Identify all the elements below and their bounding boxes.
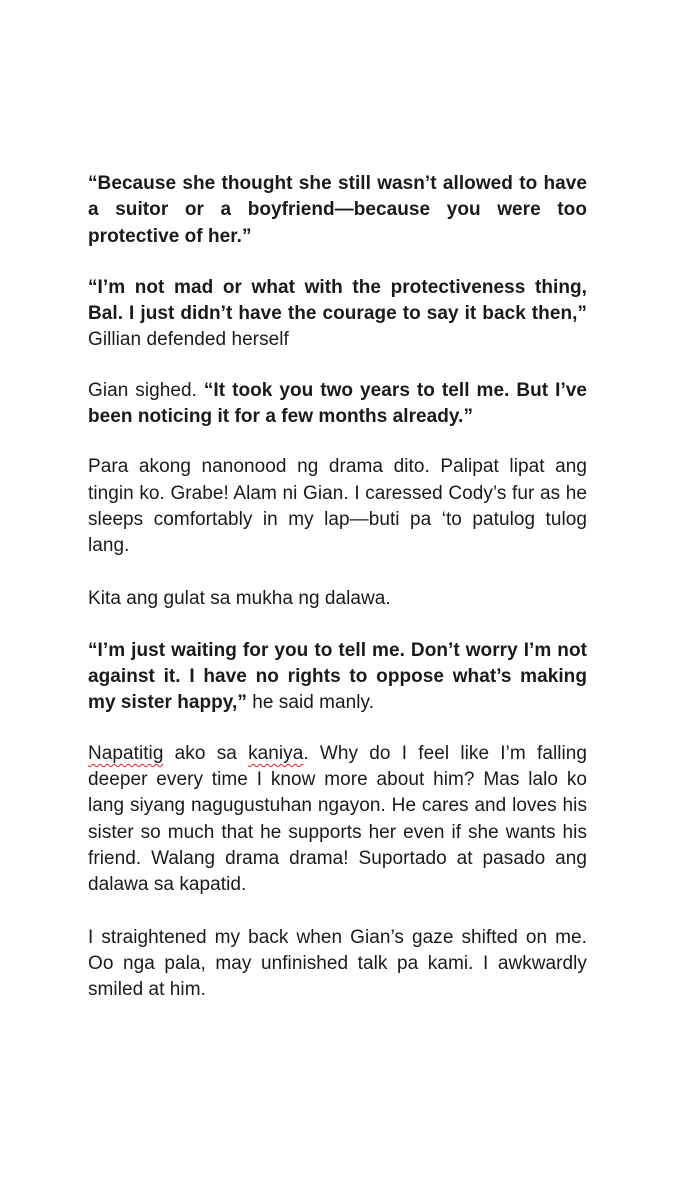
narration-text: Para akong nanonood ng drama dito. Palipat lipat ang tingin ko. Grabe! Alam ni Gian. I caressed Cody’s fur as he sleeps comfortably in my lap—buti pa ‘to patulog tulog lang. xyxy=(88,456,587,557)
spellcheck-flagged-word: Napatitig xyxy=(88,742,164,764)
paragraph-3 xyxy=(88,378,587,431)
narration-text: Gian sighed. xyxy=(88,379,204,401)
dialogue-text: “It took you two years to tell me. But I’ve been noticing it for a few months already.” xyxy=(88,379,588,428)
paragraph-5 xyxy=(88,586,587,612)
dialogue-text: “Because she thought she still wasn’t allowed to have a suitor or a boyfriend—because you were too protective of her.” xyxy=(88,173,587,247)
paragraph-2 xyxy=(88,275,587,354)
paragraph-1 xyxy=(88,171,587,250)
narration-text: I straightened my back when Gian’s gaze shifted on me. Oo nga pala, may unfinished talk pa kami. I awkwardly smiled at him. xyxy=(88,926,587,1001)
paragraph-4 xyxy=(88,454,587,559)
narration-text: Gillian defended herself xyxy=(88,329,289,351)
paragraph-6 xyxy=(88,638,587,717)
paragraph-7 xyxy=(88,741,587,899)
narration-text: . Why do I feel like I’m falling deeper every time I know more about him? Mas lalo ko lang siyang nagugustuhan ngayon. He cares and loves his sister so much that he supports her even if she wants his friend. Walang drama drama! Suportado at pasado ang dalawa sa kapatid. xyxy=(88,742,588,896)
paragraph-8 xyxy=(88,925,587,1004)
spellcheck-flagged-word: kaniya xyxy=(248,742,304,764)
dialogue-text: “I’m just waiting for you to tell me. Don’t worry I’m not against it. I have no rights to oppose what’s making my sister happy,” xyxy=(88,639,587,714)
dialogue-text: “I’m not mad or what with the protectiveness thing, Bal. I just didn’t have the courage to say it back then,” xyxy=(88,276,587,325)
narration-text: Kita ang gulat sa mukha ng dalawa. xyxy=(88,587,391,609)
narration-text: ako sa xyxy=(163,742,249,764)
narration-text: he said manly. xyxy=(246,692,375,714)
